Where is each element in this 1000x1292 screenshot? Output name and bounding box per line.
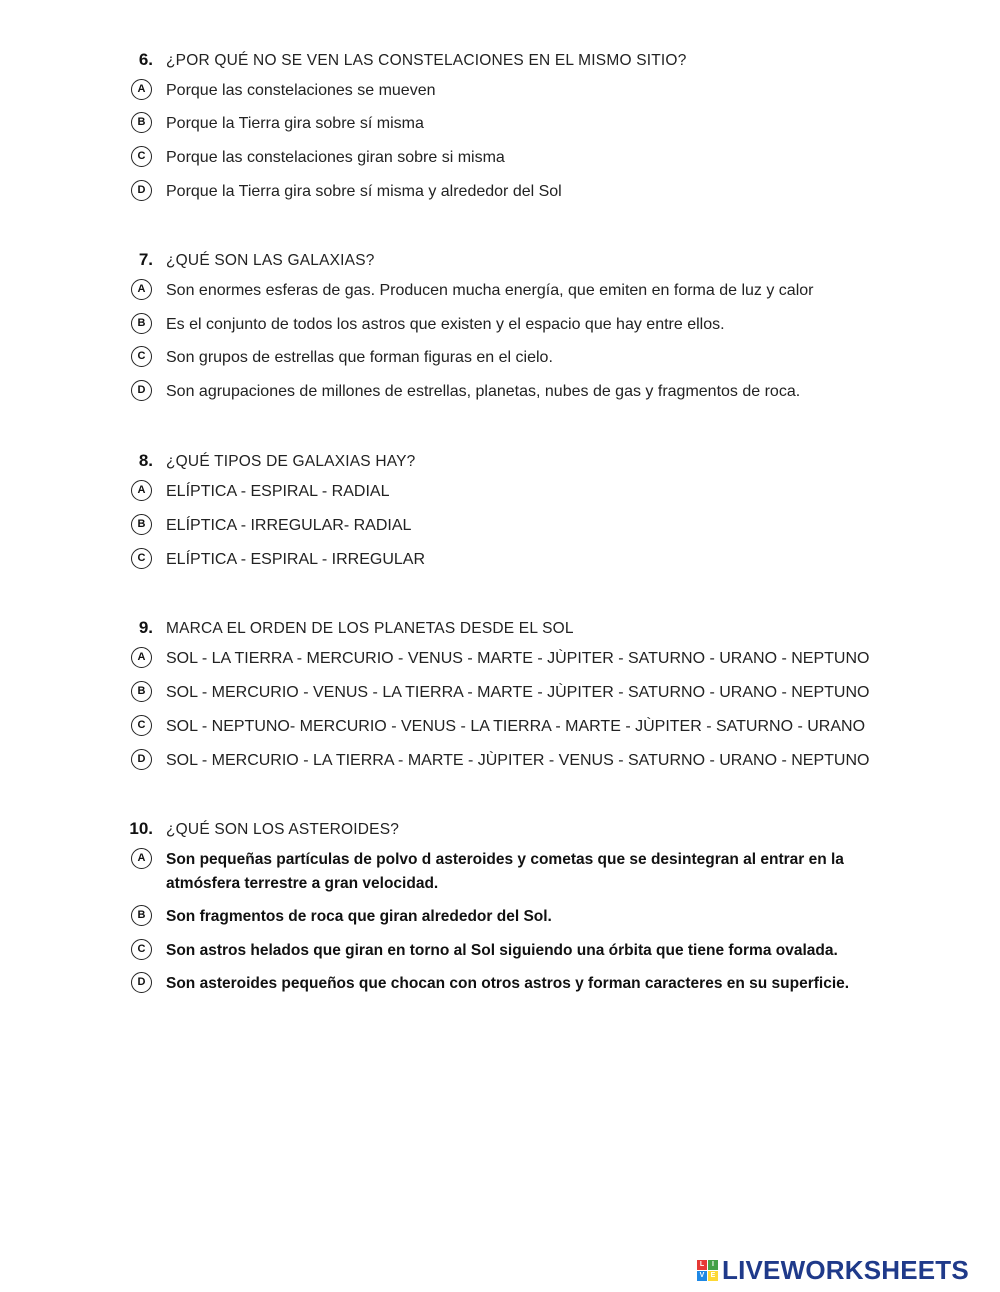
logo-block: I <box>708 1260 718 1270</box>
logo-blocks-icon <box>697 1260 718 1281</box>
logo-block: V <box>697 1271 707 1281</box>
option-letter[interactable]: A <box>131 79 152 100</box>
option-letter[interactable]: A <box>131 647 152 668</box>
option-text: SOL - MERCURIO - VENUS - LA TIERRA - MARTE - JÙPITER - SATURNO - URANO - NEPTUNO <box>166 684 870 701</box>
brand-name: LIVEWORKSHEETS <box>722 1254 969 1285</box>
option-letter[interactable]: C <box>131 346 152 367</box>
option-text: Porque las constelaciones giran sobre si misma <box>166 149 505 166</box>
option-letter[interactable]: B <box>131 514 152 535</box>
option-text: Son astros helados que giran en torno al Sol siguiendo una órbita que tiene forma ovalada. <box>166 942 838 959</box>
option-letter[interactable]: C <box>131 715 152 736</box>
option-text: Porque la Tierra gira sobre sí misma y alrededor del Sol <box>166 183 562 200</box>
option-letter[interactable]: A <box>131 848 152 869</box>
option-letter[interactable]: B <box>131 313 152 334</box>
option-letter[interactable]: C <box>131 939 152 960</box>
logo-block: E <box>708 1271 718 1281</box>
question-number: 7. <box>138 250 153 269</box>
option-text: Son asteroides pequeños que chocan con otros astros y forman caracteres en su superficie. <box>166 975 850 992</box>
option-letter[interactable]: B <box>131 112 152 133</box>
question-number: 6. <box>138 50 153 69</box>
option-text: ELÍPTICA - ESPIRAL - RADIAL <box>166 483 390 500</box>
option-letter[interactable]: C <box>131 146 152 167</box>
option-text: Son grupos de estrellas que forman figuras en el cielo. <box>166 349 553 366</box>
option-text: Es el conjunto de todos los astros que existen y el espacio que hay entre ellos. <box>166 316 725 333</box>
option-text: SOL - NEPTUNO- MERCURIO - VENUS - LA TIERRA - MARTE - JÙPITER - SATURNO - URANO <box>166 718 866 735</box>
option-letter[interactable]: A <box>131 480 152 501</box>
option-letter[interactable]: D <box>131 380 152 401</box>
option-text: ELÍPTICA - IRREGULAR- RADIAL <box>166 517 412 534</box>
option-letter[interactable]: B <box>131 905 152 926</box>
question-text: ¿QUÉ TIPOS DE GALAXIAS HAY? <box>166 453 416 470</box>
option-letter[interactable]: D <box>131 180 152 201</box>
question-text: ¿QUÉ SON LAS GALAXIAS? <box>166 252 375 269</box>
option-text: SOL - MERCURIO - LA TIERRA - MARTE - JÙPITER - VENUS - SATURNO - URANO - NEPTUNO <box>166 752 870 769</box>
option-text: SOL - LA TIERRA - MERCURIO - VENUS - MARTE - JÙPITER - SATURNO - URANO - NEPTUNO <box>166 650 870 667</box>
logo-block: L <box>697 1260 707 1270</box>
question-number: 9. <box>138 618 153 637</box>
option-letter[interactable]: D <box>131 749 152 770</box>
option-text: Son pequeñas partículas de polvo d asteroides y cometas que se desintegran al entrar en la atmósfera terrestre a gran velocidad. <box>166 851 844 892</box>
option-letter[interactable]: B <box>131 681 152 702</box>
option-text: Son enormes esferas de gas. Producen mucha energía, que emiten en forma de luz y calor <box>166 282 814 299</box>
question-number: 8. <box>138 451 153 470</box>
option-letter[interactable]: D <box>131 972 152 993</box>
question-number: 10. <box>129 819 153 838</box>
option-text: Porque las constelaciones se mueven <box>166 82 436 99</box>
question-text: ¿POR QUÉ NO SE VEN LAS CONSTELACIONES EN EL MISMO SITIO? <box>166 52 687 69</box>
question-text: ¿QUÉ SON LOS ASTEROIDES? <box>166 821 400 838</box>
option-letter[interactable]: C <box>131 548 152 569</box>
option-text: Porque la Tierra gira sobre sí misma <box>166 115 424 132</box>
option-text: Son agrupaciones de millones de estrellas, planetas, nubes de gas y fragmentos de roca. <box>166 383 801 400</box>
question-text: MARCA EL ORDEN DE LOS PLANETAS DESDE EL SOL <box>166 620 574 637</box>
option-text: Son fragmentos de roca que giran alrededor del Sol. <box>166 908 552 925</box>
option-text: ELÍPTICA - ESPIRAL - IRREGULAR <box>166 551 426 568</box>
liveworksheets-logo <box>697 1255 969 1285</box>
option-letter[interactable]: A <box>131 279 152 300</box>
